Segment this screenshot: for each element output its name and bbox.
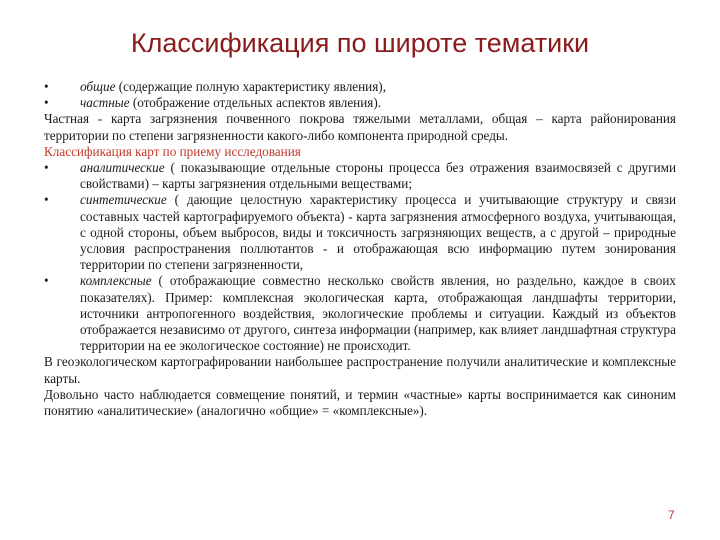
bullet-term: аналитические xyxy=(80,160,165,176)
example-paragraph: Частная - карта загрязнения почвенного покрова тяжелыми металлами, общая – карта районирования территории по степени загрязненности какого-либо компонента природной среды. xyxy=(44,111,676,143)
bullet-term: комплексные xyxy=(80,273,152,289)
bullet-term: частные xyxy=(80,95,130,111)
bullet-partial xyxy=(44,95,676,111)
bullet-text: ( дающие целостную характеристику процесса и учитывающие структуру и связи составных частей картографируемого объекта) - карта загрязнения атмосферного воздуха, учитывающая, с одной стороны, объем выбросов, виды и токсичность загрязняющих веществ, а с другой – природные условия распространения поллютантов - и отображающая всю информацию путем зонирования территории по степени загрязненности, xyxy=(80,192,676,273)
bullet-text: ( отображающие совместно несколько свойств явления, но раздельно, каждое в своих показателях). Пример: комплексная экологическая карта, отображающая ландшафты территории, источники антропогенного воздействия, экологические проблемы и ситуации. Каждый из объектов отображается независимо от другого, синтеза информации (например, как влияет ландшафтная структура территории на ее экологическое состояние) не происходит. xyxy=(80,273,676,354)
bullet-marker: • xyxy=(44,273,49,289)
bullet-synthetic xyxy=(44,192,676,273)
bullet-term: общие xyxy=(80,79,116,94)
bullet-text: ( показывающие отдельные стороны процесса без отражения взаимосвязей с другими свойствами) – карты загрязнения отдельными веществами; xyxy=(80,160,676,192)
bullet-general xyxy=(44,79,676,95)
closing-paragraph-1: В геоэкологическом картографировании наибольшее распространение получили аналитические и комплексные карты. xyxy=(44,354,676,386)
bullet-text: (содержащие полную характеристику явления), xyxy=(115,79,386,94)
bullet-marker: • xyxy=(44,192,49,208)
bullet-analytical xyxy=(44,160,676,192)
bullet-marker: • xyxy=(44,79,49,94)
bullet-term: синтетические xyxy=(80,192,167,208)
slide-body xyxy=(44,79,676,419)
page-number: 7 xyxy=(668,508,675,522)
bullet-text: (отображение отдельных аспектов явления). xyxy=(129,95,382,111)
bullet-marker: • xyxy=(44,160,49,176)
bullet-complex xyxy=(44,273,676,354)
slide-title: Классификация по широте тематики xyxy=(130,28,590,58)
bullet-marker: • xyxy=(44,95,49,111)
method-heading: Классификация карт по приему исследования xyxy=(44,143,301,159)
closing-paragraph-2: Довольно часто наблюдается совмещение понятий, и термин «частные» карты воспринимается как синоним понятию «аналитические» (аналогично «общие» = «комплексные»). xyxy=(44,386,676,419)
